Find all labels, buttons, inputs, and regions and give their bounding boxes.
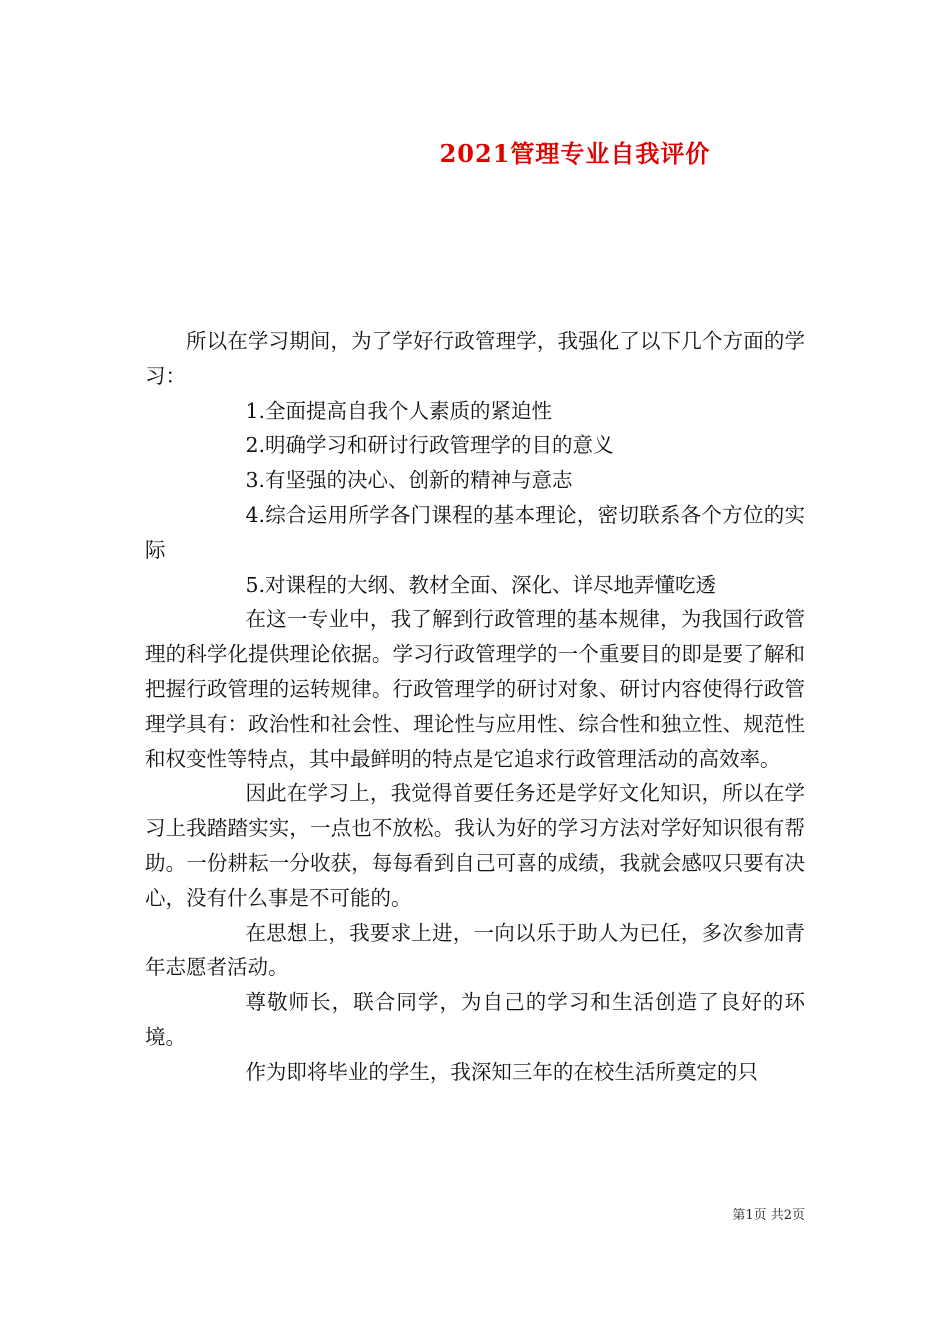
page-number: 第1页 共2页	[732, 1208, 805, 1223]
list-item: 4.综合运用所学各门课程的基本理论，密切联系各个方位的实际	[145, 502, 805, 562]
paragraph-study: 因此在学习上，我觉得首要任务还是学好文化知识，所以在学习上我踏踏实实，一点也不放松。我认为好的学习方法对学好知识很有帮助。一份耕耘一分收获，每每看到自己可喜的成绩，我就会感叹只要有决心，没有什么事是不可能的。	[145, 781, 805, 910]
list-item: 1.全面提高自我个人素质的紧迫性	[245, 398, 552, 423]
paragraph-intro: 所以在学习期间，为了学好行政管理学，我强化了以下几个方面的学习：	[145, 329, 805, 388]
page-title: 2021管理专业自我评价	[439, 139, 711, 168]
paragraph-respect: 尊敬师长，联合同学，为自己的学习和生活创造了良好的环境。	[145, 990, 805, 1049]
list-item: 2.明确学习和研讨行政管理学的目的意义	[245, 433, 614, 458]
paragraph-thought: 在思想上，我要求上进，一向以乐于助人为已任，多次参加青年志愿者活动。	[145, 920, 805, 980]
list-item: 5.对课程的大纲、教材全面、深化、详尽地弄懂吃透	[245, 572, 716, 597]
paragraph-major: 在这一专业中，我了解到行政管理的基本规律，为我国行政管理的科学化提供理论依据。学习行政管理学的一个重要目的即是要了解和把握行政管理的运转规律。行政管理学的研讨对象、研讨内容使得行政管理学具有：政治性和社会性、理论性与应用性、综合性和独立性、规范性和权变性等特点，其中最鲜明的特点是它追求行政管理活动的高效率。	[145, 607, 805, 771]
document-body	[145, 324, 805, 1090]
paragraph-graduate: 作为即将毕业的学生，我深知三年的在校生活所奠定的只	[245, 1059, 758, 1084]
list-item: 3.有坚强的决心、创新的精神与意志	[245, 468, 573, 493]
